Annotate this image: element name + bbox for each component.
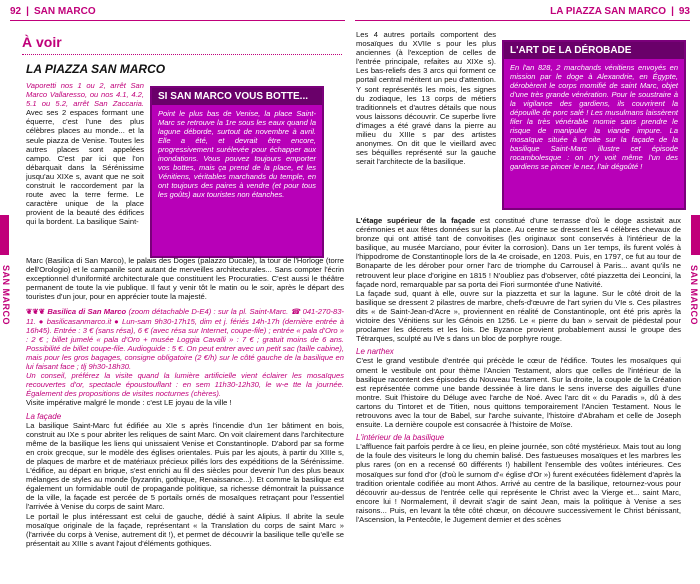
intro-column [26, 81, 144, 255]
wide-paragraph: Marc (Basilica di San Marco), le palais des Doges (palazzo Ducale), la tour de l'Horloge (torre dell'Orologio) et le campanile sont autant de merveilles architecturales... Sans compter l'écrin exceptionnel d'uniformité architecturale que constituent les Procuraties. C'est aussi le théâtre permanent de toute la vie publique. Il faut y venir tôt le matin ou le soir, après le départ des touristes d'un jour, pour en apprécier toute la majesté. [26, 256, 344, 302]
right-section-title: LA PIAZZA SAN MARCO [550, 6, 667, 17]
left-side-tab [0, 215, 9, 255]
right-page [350, 0, 700, 584]
sidebar-box-bottes [150, 86, 324, 258]
right-page-header: LA PIAZZA SAN MARCO | 93 [550, 6, 690, 17]
narthex-text: C'est le grand vestibule d'entrée qui précède le cœur de l'édifice. Toutes les mosaïques qui ornent le vestibule ont pour thème l'Ancien Testament, alors que celles de l'intérieur de la basilique racontent des épisodes du Nouveau Testament. Sur la droite, la coupole de la Création est représentée comme une bande dessinée à lire dans le sens inverse des aiguilles d'une montre. Suit l'histoire du Déluge avec l'arche de Noé. Avec l'arc dit « du Paradis », dû à des cartons du Tintoret et de Titien, nous quittons temporairement l'Ancien Testament. Nous le retrouvons avec la tour de Babel, sur l'arche suivante, l'histoire d'Abraham et celle de Joseph ensuite. La dernière coupole est consacrée à l'histoire de Moïse. [356, 356, 681, 430]
facade-text: La basilique Saint-Marc fut édifiée au XIe s après l'incendie d'un 1er bâtiment en bois, construit au IXe s pour abriter les reliques de saint Marc. On voit clairement dans l'architecture même de la basilique les liens qui unissaient Venise et Constantinople. D'abord par sa forme en croix grecque, sur le modèle des églises orientales. Puis par les ajouts, à partir du XIIIe s, de plaques de marbre et de matériaux précieux pillés lors des expéditions de la Sérénissime. L'édifice, au départ en brique, s'est enrichi au fil des siècles pour devenir l'un des plus beaux mélanges de styles au monde (byzantin, gothique, Renaissance...). Et comme la basilique est également un formidable outil de propagande politique, sa richesse démontrait la puissance de la ville, la façade est percée de 5 portails ornés de mosaïques retraçant pour l'essentiel l'arrivée à Venise du corps de saint Marc. [26, 420, 344, 512]
right-side-tab [691, 215, 700, 255]
etage-heading: L'étage supérieur de la façade [356, 216, 476, 225]
right-intro-column [356, 30, 496, 216]
basilica-info: (zoom détachable D-E4) : sur la pl. Saint-Marc. ☎ 041-270-83-11. ● basilicasanmarco.it ● Lun-sam 9h30-17h15, dim et j. fériés 14h-17h (dernière entrée à 16h45). Entrée : 3 € (sans résa), 6 € (avec résa sur Internet, coupe-file) ; entrée « pala d'Oro » : 2 € ; billet jumelé « pala d'Oro + musée Loggia Cavalli » : 7 € ; gratuit moins de 6 ans. Possibilité de billet coupe-file. Audioguide : 5 €. On peut entrer avec un petit sac (taille cabine), mais pour les gros bagages, consigne obligatoire (2 €/h) sur le côté gauche de la basilique en lui faisant face ; tlj 9h30-18h30. [26, 307, 344, 372]
right-header-rule [355, 20, 690, 21]
portails-text: Les 4 autres portails comportent des mosaïques du XVIIe s pour les plus anciennes (à l'exception de celles de l'entrée principale, refaites au XIXe s). Les bas-reliefs des 3 arcs qui forment ce portail central méritent un peu d'attention. Y sont représentés les mois, les signes du zodiaque, les 13 corps de métiers traditionnels et d'autres détails que nous vous laissons découvrir. Ce superbe livre d'images a été gravé dans la pierre au milieu du XIIIe s par des artistes anonymes. On dit que le vieillard avec ses béquilles représenté sur la gauche serait l'architecte de la basilique. [356, 30, 496, 167]
facade-heading: La façade [26, 411, 62, 421]
sud-text: La façade sud, quant à elle, ouvre sur la piazzetta et sur la lagune. Sur le côté droit de la basilique se dressent 2 pilastres de marbre, chefs-d'œuvre de l'art syrien du VIe s. Ces pilastres dits « de Saint-Jean-d'Acre », proviennent en réalité de Constantinople, ont été pris après la victoire des Vénitiens sur les Génois en 1256. Le « pierre du ban » servait de piédestal pour proclamer les décrets et les lois. De Byzance provient probablement aussi le groupe des Tétrarques, sculpté au IVe s dans un bloc de porphyre rouge. [356, 288, 681, 344]
basilica-end: Visite impérative malgré le monde : c'est LE joyau de la ville ! [26, 398, 232, 408]
section-heading: À voir [22, 34, 62, 50]
sidebar-box-derobade [502, 40, 686, 210]
left-side-label: SAN MARCO [1, 265, 11, 325]
box-title: L'ART DE LA DÉROBADE [504, 42, 684, 59]
box-text: En l'an 828, 2 marchands vénitiens envoyés en mission par le doge à Alexandrie, en Égypte, dérobèrent le corps momifié de saint Marc, objet d'une très grande vénération. Pour le soustraire à la vigilance des gardiens, ils couvrirent la dépouille de porc salé ! Les musulmans laissèrent filer la très vénérable momie sans prendre le risque de manipuler la viande impure. La mosaïque située à droite sur la façade de la basilique Saint-Marc illustre cet épisode rocambolesque : on n'y voit même l'un des gardiens se pincer le nez, l'air dégoûté ! [510, 63, 678, 171]
right-main-column [356, 216, 681, 580]
left-page-number: 92 [10, 6, 22, 17]
intro-text: Avec ses 2 espaces formant une équerre, c'est l'une des plus célèbres places au monde... et la seule piazza de Venise. Toutes les autres places sont appelées campo. C'est par ici que l'on débarquait dans la Sérénissime jusqu'au XIXe s, avant que ne soit construit le raccordement par la route avec la terre ferme. Le caractère unique de la place provient de la beauté des édifices qui la bordent. La basilique Saint- [26, 108, 144, 227]
heading-divider [22, 54, 342, 55]
narthex-heading: Le narthex [356, 347, 394, 357]
rating-icon: ❦❦❦ [26, 307, 46, 317]
right-side-label: SAN MARCO [689, 265, 699, 325]
basilica-title: Basilica di San Marco [47, 307, 127, 317]
left-page-header: 92 | SAN MARCO [10, 6, 96, 17]
etage-text: est constitué d'une terrasse d'où le doge assistait aux cérémonies et aux fêtes données sur la place. Au centre se dressent les 4 célèbres chevaux de bronze qui ont attisé tant de convoitises (les originaux sont conservés à l'intérieur de la basilique, au musée Marciano, pour éviter la corrosion). Dans un 1er temps, ils furent volés à l'hippodrome de Constantinople lors de la 4e croisade, en 1203. Puis, en 1797, ce fut au tour de Bonaparte de les dérober pour orner l'arc de triomphe du Carrousel à Paris... avant qu'ils ne retrouvent leur place d'origine en 1815 ! N'oubliez pas d'observer, côté piazzetta dei Leoncini, la façade nord, remarquable par sa porta dei Fiori surmontée d'une Nativité. [356, 216, 681, 289]
piazza-heading: LA PIAZZA SAN MARCO [26, 62, 166, 76]
interieur-heading: L'intérieur de la basilique [356, 433, 445, 443]
left-header-rule [10, 20, 345, 21]
portail-text: Le portail le plus intéressant est celui de gauche, dédié à saint Alipius. Il abrite la seule mosaïque originale de la façade, représentant « la Translation du corps de saint Marc » (l'arrivée du corps à Venise, autrement dit !), et permet de découvrir la basilique telle qu'elle se présentait au XIIIe s avant l'ajout d'éléments gothiques. [26, 511, 344, 548]
basilica-tip: Un conseil, préférez la visite quand la lumière artificielle vient éclairer les mosaïques recouvertes d'or, spectacle époustouflant : en sem 11h30-12h30, le w-e tte la journée. Également des propositions de visites nocturnes (chères). [26, 371, 344, 399]
box-title: SI SAN MARCO VOUS BOTTE... [152, 88, 322, 105]
left-section-title: SAN MARCO [33, 6, 96, 17]
box-text: Point le plus bas de Venise, la place Saint-Marc se retrouve la 1re sous les eaux quand la lagune déborde, surtout de novembre à avril. Elle a été, et devrait être encore, progressivement surélevée pour échapper aux inondations. Vous pouvez toujours emporter vos bottes, mais ça prend de la place, et les Vénitiens, véritables marchands du temple, en ont toujours des paires à vendre (et pour tous les goûts) aux touristes non étanches. [158, 109, 316, 199]
interieur-text: L'affluence fait parfois perdre à ce lieu, en pleine journée, son côté mystérieux. Mais tout au long de la foule des visiteurs le long du chemin balisé. Des fastueuses mosaïques et les marbres les plus rares (on en a recensé 60 différents !) habillent l'ensemble des voûtes intérieures. Ces mosaïques sur fond d'or (d'où le surnom d'« église d'Or ») furent exécutées fidèlement d'après la tradition orientale codifiée au mont Athos. Arrivé au centre de la basilique, retournez-vous pour découvrir au-dessus de l'entrée celle qui représente le Christ avec la Vierge et... saint Marc, encore lui ! Normalement, il devrait s'agir de saint Jean, mais la politique à Venise a ses raisons... Puis, en levant la tête côté chœur, on découvre successivement le Christ bénissant, l'Ascension, la Pentecôte, le Jugement dernier et des scènes [356, 442, 681, 524]
vaporetti-info: Vaporetti nos 1 ou 2, arrêt San Marco Vallaresso, ou nos 4.1, 4.2, 5.1 ou 5.2, arrêt San Zaccaria. [26, 81, 144, 109]
main-column [26, 256, 344, 578]
right-page-number: 93 [678, 6, 690, 17]
